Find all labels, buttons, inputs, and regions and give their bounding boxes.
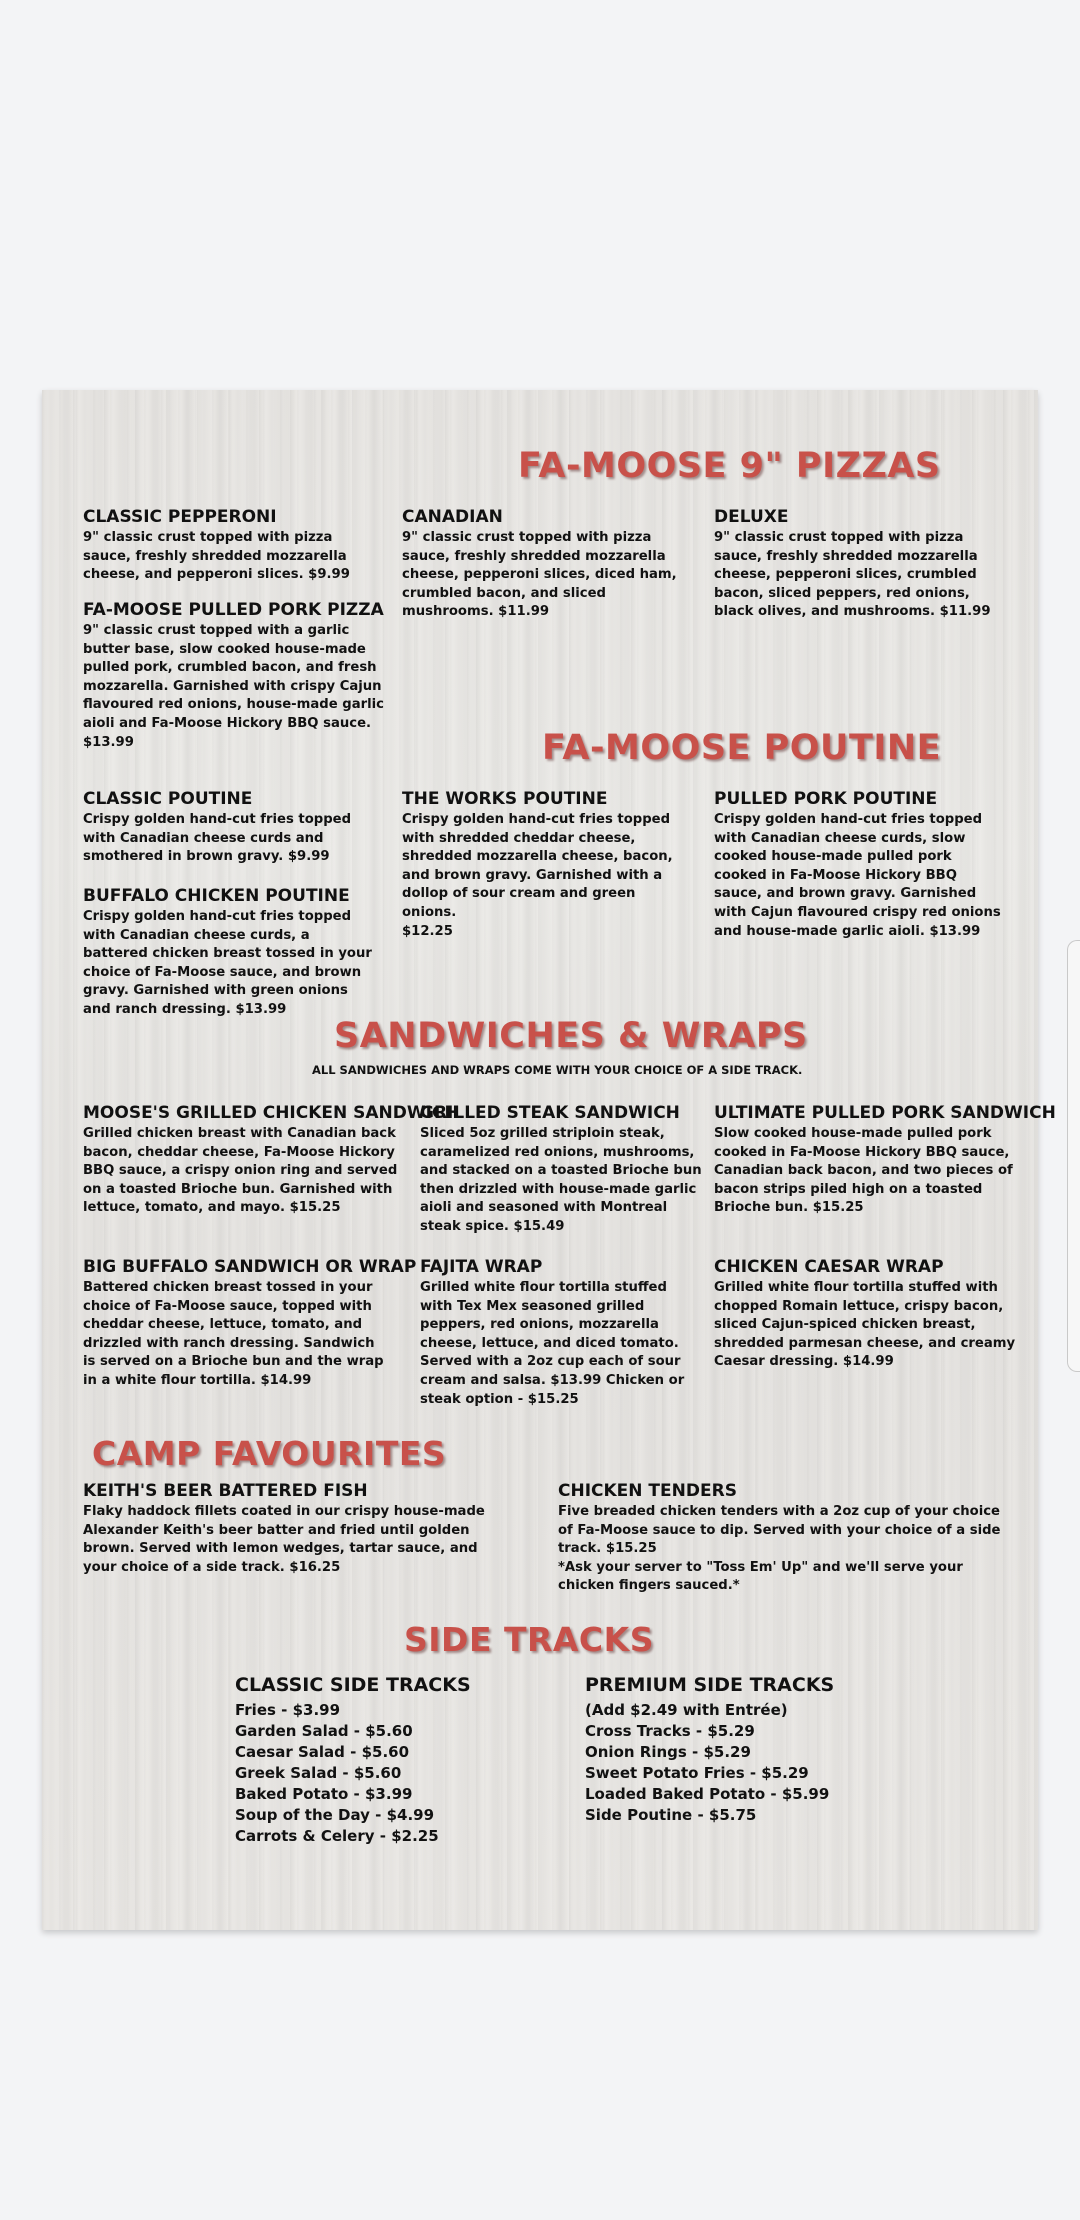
side-item: Fries - $3.99: [235, 1701, 341, 1719]
menu-item-beer-battered-fish: [83, 1480, 503, 1577]
premium-side-tracks: [585, 1672, 834, 1826]
item-description: Crispy golden hand-cut fries topped with Canadian cheese curds and smothered in brown gravy. $9.99: [83, 812, 352, 865]
item-name: CHICKEN TENDERS: [558, 1481, 737, 1501]
item-name: DELUXE: [714, 507, 789, 527]
item-note: *Ask your server to "Toss Em' Up" and we'll serve your chicken fingers sauced.*: [558, 1559, 963, 1594]
menu-item-classic-pepperoni: [83, 506, 383, 585]
menu-item-grilled-chicken-sandwich: [83, 1102, 459, 1218]
item-description: Battered chicken breast tossed in your choice of Fa-Moose sauce, topped with cheddar cheese, lettuce, tomato, and drizzled with ranch dressing. Sandwich is served on a Brioche bun and the wrap in a white flour tortilla. $14.99: [83, 1280, 384, 1388]
item-description: 9" classic crust topped with a garlic butter base, slow cooked house-made pulled pork, crumbled bacon, and fresh mozzarella. Garnished with crispy Cajun flavoured red onions, house-made garlic aioli and Fa-Moose Hickory BBQ sauce. $13.99: [83, 623, 384, 750]
menu-item-classic-poutine: [83, 788, 375, 867]
camp-title: CAMP FAVOURITES: [92, 1434, 447, 1473]
item-description: Crispy golden hand-cut fries topped with shredded cheddar cheese, shredded mozzarella cheese, bacon, and brown gravy. Garnished with a dollop of sour cream and green onions.: [402, 812, 673, 920]
menu-item-chicken-caesar-wrap: [714, 1256, 1030, 1372]
item-name: KEITH'S BEER BATTERED FISH: [83, 1481, 368, 1501]
item-description: Slow cooked house-made pulled pork cooked in Fa-Moose Hickory BBQ sauce, Canadian back bacon, and two pieces of bacon strips piled high on a toasted Brioche bun. $15.25: [714, 1126, 1013, 1216]
item-description: Grilled white flour tortilla stuffed with Tex Mex seasoned grilled peppers, red onions, mozzarella cheese, lettuce, and diced tomato. Served with a 2oz cup each of sour cream and salsa. $13.99 Chicken or steak option - $15.25: [420, 1280, 685, 1407]
sandwiches-note: ALL SANDWICHES AND WRAPS COME WITH YOUR CHOICE OF A SIDE TRACK.: [312, 1063, 803, 1077]
side-item: Baked Potato - $3.99: [235, 1785, 413, 1803]
side-item: (Add $2.49 with Entrée): [585, 1701, 788, 1719]
item-name: CLASSIC PEPPERONI: [83, 507, 277, 527]
classic-side-tracks: [235, 1672, 471, 1847]
item-name: FAJITA WRAP: [420, 1257, 543, 1277]
item-description: 9" classic crust topped with pizza sauce, freshly shredded mozzarella cheese, pepperoni slices, crumbled bacon, sliced peppers, red onions, black olives, and mushrooms. $11.99: [714, 530, 991, 620]
item-name: BIG BUFFALO SANDWICH OR WRAP: [83, 1257, 417, 1277]
classic-sides-heading: CLASSIC SIDE TRACKS: [235, 1674, 471, 1696]
item-description: Grilled chicken breast with Canadian back bacon, cheddar cheese, Fa-Moose Hickory BBQ sauce, a crispy onion ring and served on a toasted Brioche bun. Garnished with lettuce, tomato, and mayo. $15.25: [83, 1126, 398, 1216]
menu-image[interactable]: [42, 390, 1056, 1930]
side-item: Sweet Potato Fries - $5.29: [585, 1764, 809, 1782]
menu-item-canadian: [402, 506, 690, 622]
side-item: Carrots & Celery - $2.25: [235, 1827, 439, 1845]
menu-item-buffalo-chicken-poutine: [83, 885, 375, 1020]
side-item: Side Poutine - $5.75: [585, 1806, 757, 1824]
side-item: Greek Salad - $5.60: [235, 1764, 402, 1782]
side-item: Caesar Salad - $5.60: [235, 1743, 410, 1761]
menu-item-pulled-pork-poutine: [714, 788, 1006, 941]
item-name: MOOSE'S GRILLED CHICKEN SANDWICH: [83, 1103, 459, 1123]
item-description: 9" classic crust topped with pizza sauce, freshly shredded mozzarella cheese, pepperoni slices, diced ham, crumbled bacon, and sliced mushrooms. $11.99: [402, 530, 677, 620]
sandwiches-title: SANDWICHES & WRAPS: [334, 1016, 808, 1056]
item-description: Crispy golden hand-cut fries topped with Canadian cheese curds, a battered chicken breast tossed in your choice of Fa-Moose sauce, and brown gravy. Garnished with green onions and ranch dressing. $13.99: [83, 909, 372, 1017]
item-name: PULLED PORK POUTINE: [714, 789, 938, 809]
side-item: Cross Tracks - $5.29: [585, 1722, 755, 1740]
item-description: Grilled white flour tortilla stuffed with chopped Romain lettuce, crispy bacon, sliced Cajun-spiced chicken breast, shredded parmesan cheese, and creamy Caesar dressing. $14.99: [714, 1280, 1016, 1370]
item-description: Flaky haddock fillets coated in our crispy house-made Alexander Keith's beer batter and fried until golden brown. Served with lemon wedges, tartar sauce, and your choice of a side track. $16.25: [83, 1504, 485, 1575]
item-description: Sliced 5oz grilled striploin steak, caramelized red onions, mushrooms, and stacked on a toasted Brioche bun then drizzled with house-made garlic aioli and seasoned with Montreal steak spice. $15.49: [420, 1126, 702, 1234]
menu-item-grilled-steak-sandwich: [420, 1102, 702, 1237]
menu-item-fajita-wrap: [420, 1256, 702, 1409]
item-name: CLASSIC POUTINE: [83, 789, 253, 809]
menu-item-ultimate-pulled-pork-sandwich: [714, 1102, 1056, 1218]
item-description: Five breaded chicken tenders with a 2oz cup of your choice of Fa-Moose sauce to dip. Served with your choice of a side track. $15.25: [558, 1504, 1001, 1557]
side-item: Garden Salad - $5.60: [235, 1722, 413, 1740]
menu-item-pulled-pork-pizza: [83, 599, 395, 752]
item-price: $12.25: [402, 923, 453, 939]
item-name: CANADIAN: [402, 507, 503, 527]
menu-item-chicken-tenders: [558, 1480, 1014, 1596]
sides-title: SIDE TRACKS: [404, 1620, 654, 1659]
poutine-title: FA-MOOSE POUTINE: [542, 728, 942, 768]
menu-item-big-buffalo: [83, 1256, 417, 1391]
side-item: Loaded Baked Potato - $5.99: [585, 1785, 830, 1803]
item-name: ULTIMATE PULLED PORK SANDWICH: [714, 1103, 1056, 1123]
menu-item-works-poutine: [402, 788, 694, 941]
edge-panel-handle[interactable]: [1067, 940, 1080, 1372]
menu-item-deluxe: [714, 506, 1006, 622]
item-description: 9" classic crust topped with pizza sauce, freshly shredded mozzarella cheese, and pepperoni slices. $9.99: [83, 530, 350, 583]
item-name: GRILLED STEAK SANDWICH: [420, 1103, 680, 1123]
pizzas-title: FA-MOOSE 9" PIZZAS: [518, 446, 941, 486]
item-name: CHICKEN CAESAR WRAP: [714, 1257, 944, 1277]
premium-sides-heading: PREMIUM SIDE TRACKS: [585, 1674, 835, 1696]
item-name: THE WORKS POUTINE: [402, 789, 608, 809]
side-item: Onion Rings - $5.29: [585, 1743, 751, 1761]
item-name: BUFFALO CHICKEN POUTINE: [83, 886, 350, 906]
item-description: Crispy golden hand-cut fries topped with Canadian cheese curds, slow cooked house-made pulled pork cooked in Fa-Moose Hickory BBQ sauce, and brown gravy. Garnished with Cajun flavoured crispy red onions and house-made garlic aioli. $13.99: [714, 812, 1001, 939]
item-name: FA-MOOSE PULLED PORK PIZZA: [83, 600, 384, 620]
side-item: Soup of the Day - $4.99: [235, 1806, 435, 1824]
